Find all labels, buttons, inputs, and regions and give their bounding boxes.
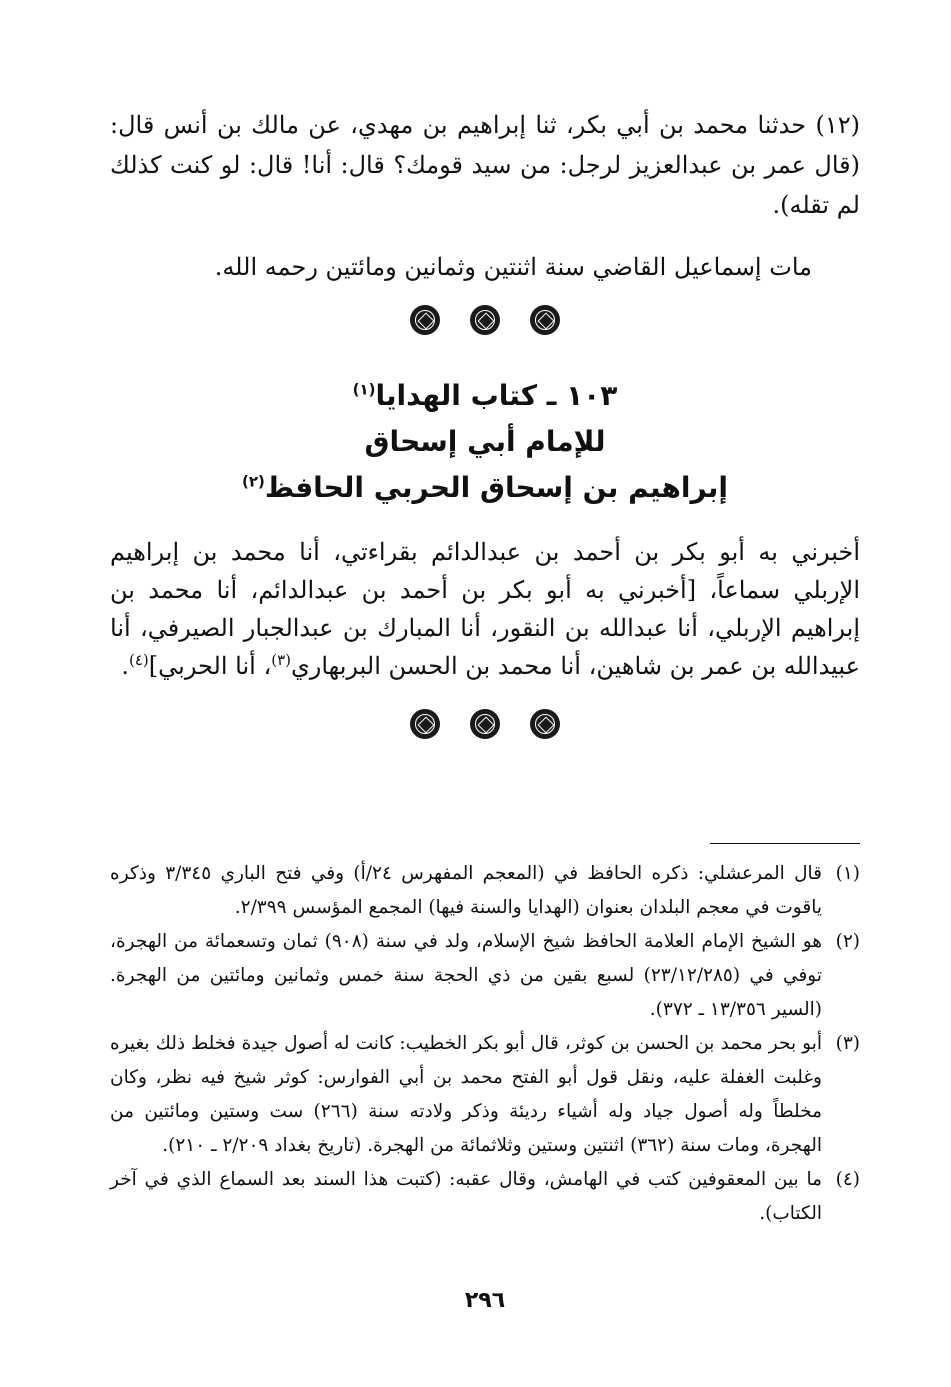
footnote-text: أبو بحر محمد بن الحسن بن كوثر، قال أبو بكر الخطيب: كانت له أصول جيدة فخلط ذلك بغيره وغلبت الغفلة عليه، ونقل قول أبو الفتح محمد بن أبي الفوارس: كوثر شيخ فيه نظر، وكان مخلطاً وله أصول جياد وله أشياء رديئة وذكر ولادته سنة (٢٦٦) ست وستين ومائتين من الهجرة، ومات سنة (٣٦٢) اثنتين وستين وثلاثمائة من الهجرة. (تاريخ بغداد ٢/٢٠٩ ـ ٢١٠). <box>110 1033 822 1156</box>
heading-line-2: للإمام أبي إسحاق <box>364 425 606 458</box>
footnote-1 <box>110 857 860 925</box>
footnote-number: (١) <box>835 863 860 884</box>
footnote-number: (٣) <box>835 1033 860 1054</box>
footnote-ref-1: (١) <box>352 380 376 399</box>
footnote-separator <box>710 843 860 844</box>
footnotes <box>110 857 860 1231</box>
hadith-paragraph <box>110 105 860 225</box>
narration-text-1: أخبرني به أبو بكر بن أحمد بن عبدالدائم بقراءتي، أنا محمد بن إبراهيم الإربلي سماعاً، [أخبرني به أبو بكر بن أحمد بن عبدالدائم، أنا محمد بن إبراهيم الإربلي، أنا عبدالله بن النقور، أنا المبارك بن عبدالجبار الصيرفي، أنا عبيدالله بن عمر بن شاهين، أنا محمد بن الحسن البربهاري <box>110 538 860 680</box>
footnote-text: قال المرعشلي: ذكره الحافظ في (المعجم المفهرس ٢٤/أ) وفي فتح الباري ٣/٣٤٥ وذكره ياقوت في معجم البلدان بعنوان (الهدايا والسنة فيها) المجمع المؤسس ٢/٣٩٩. <box>110 863 822 918</box>
footnote-4 <box>110 1163 860 1231</box>
footnote-number: (٢) <box>835 931 860 952</box>
page-number: ٢٩٦ <box>464 1288 506 1313</box>
ornament-icon <box>470 305 500 335</box>
chapter-heading <box>110 373 860 511</box>
narration-paragraph <box>110 533 860 685</box>
book-page <box>110 105 860 1355</box>
ornament-icon <box>410 305 440 335</box>
footnote-ref-4: (٤) <box>128 651 149 669</box>
section-divider-ornaments <box>110 305 860 337</box>
footnote-text: ما بين المعقوفين كتب في الهامش، وقال عقبه: (كتبت هذا السند بعد السماع الذي في آخر الكتاب). <box>110 1169 822 1224</box>
ornament-icon <box>530 709 560 739</box>
ornament-icon <box>410 709 440 739</box>
death-note: مات إسماعيل القاضي سنة اثنتين وثمانين ومائتين رحمه الله. <box>214 253 812 281</box>
hadith-text: (١٢) حدثنا محمد بن أبي بكر، ثنا إبراهيم بن مهدي، عن مالك بن أنس قال: (قال عمر بن عبدالعزيز لرجل: من سيد قومك؟ قال: أنا! قال: لو كنت كذلك لم تقله). <box>110 111 860 219</box>
footnote-number: (٤) <box>835 1169 860 1190</box>
narration-text-3: . <box>121 652 129 680</box>
footnote-3 <box>110 1027 860 1163</box>
heading-line-1: ١٠٣ ـ كتاب الهدايا$^{(١)}$ <box>352 379 618 412</box>
heading-line-3: إبراهيم بن إسحاق الحربي الحافظ$^{(٢)}$ <box>241 471 729 504</box>
footnote-ref-3: (٣) <box>271 651 291 669</box>
footnote-ref-2: (٢) <box>241 472 265 491</box>
footnote-text: هو الشيخ الإمام العلامة الحافظ شيخ الإسلام، ولد في سنة (٩٠٨) ثمان وتسعمائة من الهجرة، توفي في (٢٣/١٢/٢٨٥) لسبع بقين من ذي الحجة سنة خمس وثمانين ومائتين من الهجرة. (السير ١٣/٣٥٦ ـ ٣٧٢). <box>110 931 823 1020</box>
ornament-icon <box>530 305 560 335</box>
ornament-icon <box>470 709 500 739</box>
section-divider-ornaments <box>110 709 860 741</box>
footnote-2 <box>110 925 860 1027</box>
narration-text-2: ، أنا الحربي] <box>148 652 272 680</box>
